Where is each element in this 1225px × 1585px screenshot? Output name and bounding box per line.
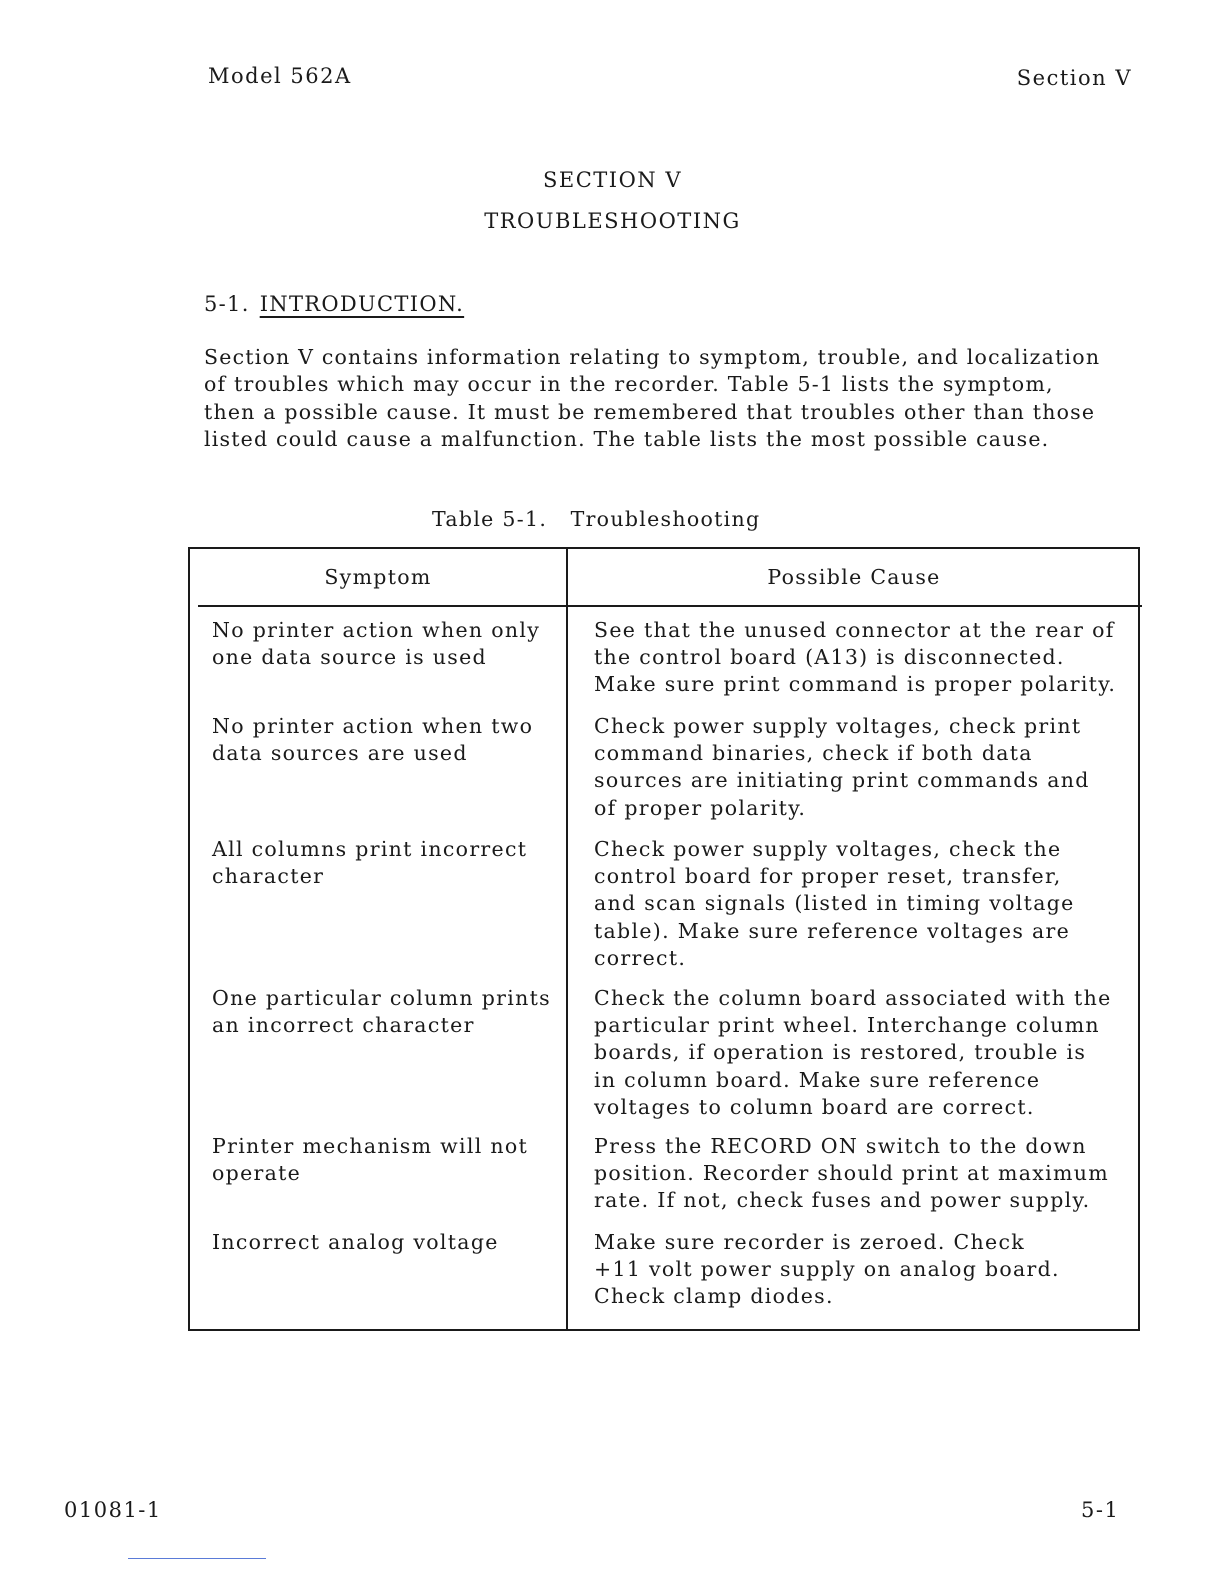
symptom-cell	[212, 1229, 562, 1256]
column-divider	[566, 549, 568, 1329]
cause-line: table). Make sure reference voltages are	[594, 918, 1071, 943]
symptom-line: an incorrect character	[212, 1013, 475, 1038]
header-model: Model 562A	[208, 64, 352, 88]
cause-cell	[594, 985, 1140, 1121]
cause-line: See that the unused connector at the rear of	[594, 618, 1115, 642]
section-subtitle: TROUBLESHOOTING	[484, 209, 741, 233]
footer-doc-number: 01081-1	[64, 1498, 162, 1522]
cause-line: position. Recorder should print at maximum	[594, 1161, 1110, 1186]
symptom-line: Printer mechanism will not	[212, 1134, 529, 1158]
cause-line: Check clamp diodes.	[594, 1284, 834, 1309]
cause-line: Check the column board associated with the	[594, 986, 1112, 1010]
symptom-line: character	[212, 864, 325, 889]
cause-line: voltages to column board are correct.	[594, 1094, 1035, 1119]
intro-line: Section V contains information relating to symptom, trouble, and localization	[204, 345, 1101, 369]
symptom-line: operate	[212, 1161, 302, 1186]
header-section: Section V	[1016, 66, 1132, 90]
cause-line: the control board (A13) is disconnected.	[594, 645, 1065, 670]
symptom-line: No printer action when two	[212, 714, 534, 738]
edge-underline-mark	[128, 1558, 266, 1559]
cause-cell	[594, 1229, 1140, 1311]
cause-line: control board for proper reset, transfer,	[594, 864, 1062, 889]
cause-line: rate. If not, check fuses and power supply.	[594, 1188, 1091, 1213]
cause-line: command binaries, check if both data	[594, 741, 1033, 766]
cause-line: sources are initiating print commands and	[594, 768, 1090, 793]
cause-cell	[594, 1133, 1140, 1215]
intro-line: of troubles which may occur in the recorder. Table 5-1 lists the symptom,	[204, 372, 1054, 397]
cause-cell	[594, 617, 1140, 699]
symptom-cell	[212, 617, 562, 671]
cause-line: boards, if operation is restored, trouble is	[594, 1040, 1087, 1065]
symptom-cell	[212, 985, 562, 1039]
cause-line: Check power supply voltages, check the	[594, 837, 1062, 861]
intro-line: then a possible cause. It must be remembered that troubles other than those	[204, 399, 1096, 424]
cause-line: Check power supply voltages, check print	[594, 714, 1082, 738]
cause-line: Make sure recorder is zeroed. Check	[594, 1230, 1025, 1254]
table-caption: Table 5-1. Troubleshooting	[432, 507, 761, 531]
intro-line: listed could cause a malfunction. The table lists the most possible cause.	[204, 426, 1050, 451]
intro-paragraph	[204, 344, 1144, 453]
cause-line: and scan signals (listed in timing voltage	[594, 891, 1075, 916]
symptom-line: one data source is used	[212, 645, 487, 670]
cause-line: correct.	[594, 945, 687, 970]
cause-line: Make sure print command is proper polarity.	[594, 672, 1117, 697]
column-header-cause: Possible Cause	[767, 565, 941, 589]
cause-line: particular print wheel. Interchange column	[594, 1013, 1100, 1038]
intro-heading	[204, 292, 464, 316]
intro-heading-text: INTRODUCTION.	[259, 292, 465, 316]
symptom-line: No printer action when only	[212, 618, 541, 642]
intro-number: 5-1.	[204, 292, 250, 316]
symptom-cell	[212, 713, 562, 767]
cause-cell	[594, 713, 1140, 822]
cause-line: +11 volt power supply on analog board.	[594, 1257, 1060, 1282]
section-title: SECTION V	[542, 168, 683, 192]
cause-line: Press the RECORD ON switch to the down	[594, 1134, 1087, 1158]
symptom-line: One particular column prints	[212, 986, 551, 1010]
cause-line: of proper polarity.	[594, 795, 807, 820]
column-header-symptom: Symptom	[324, 565, 432, 589]
symptom-line: data sources are used	[212, 741, 468, 766]
symptom-line: All columns print incorrect	[212, 837, 528, 861]
footer-page-number: 5-1	[1081, 1498, 1120, 1522]
header-rule	[198, 605, 1142, 607]
cause-cell	[594, 836, 1140, 972]
symptom-cell	[212, 836, 562, 890]
troubleshooting-table	[188, 547, 1140, 1331]
cause-line: in column board. Make sure reference	[594, 1067, 1041, 1092]
symptom-line: Incorrect analog voltage	[212, 1230, 499, 1254]
symptom-cell	[212, 1133, 562, 1187]
